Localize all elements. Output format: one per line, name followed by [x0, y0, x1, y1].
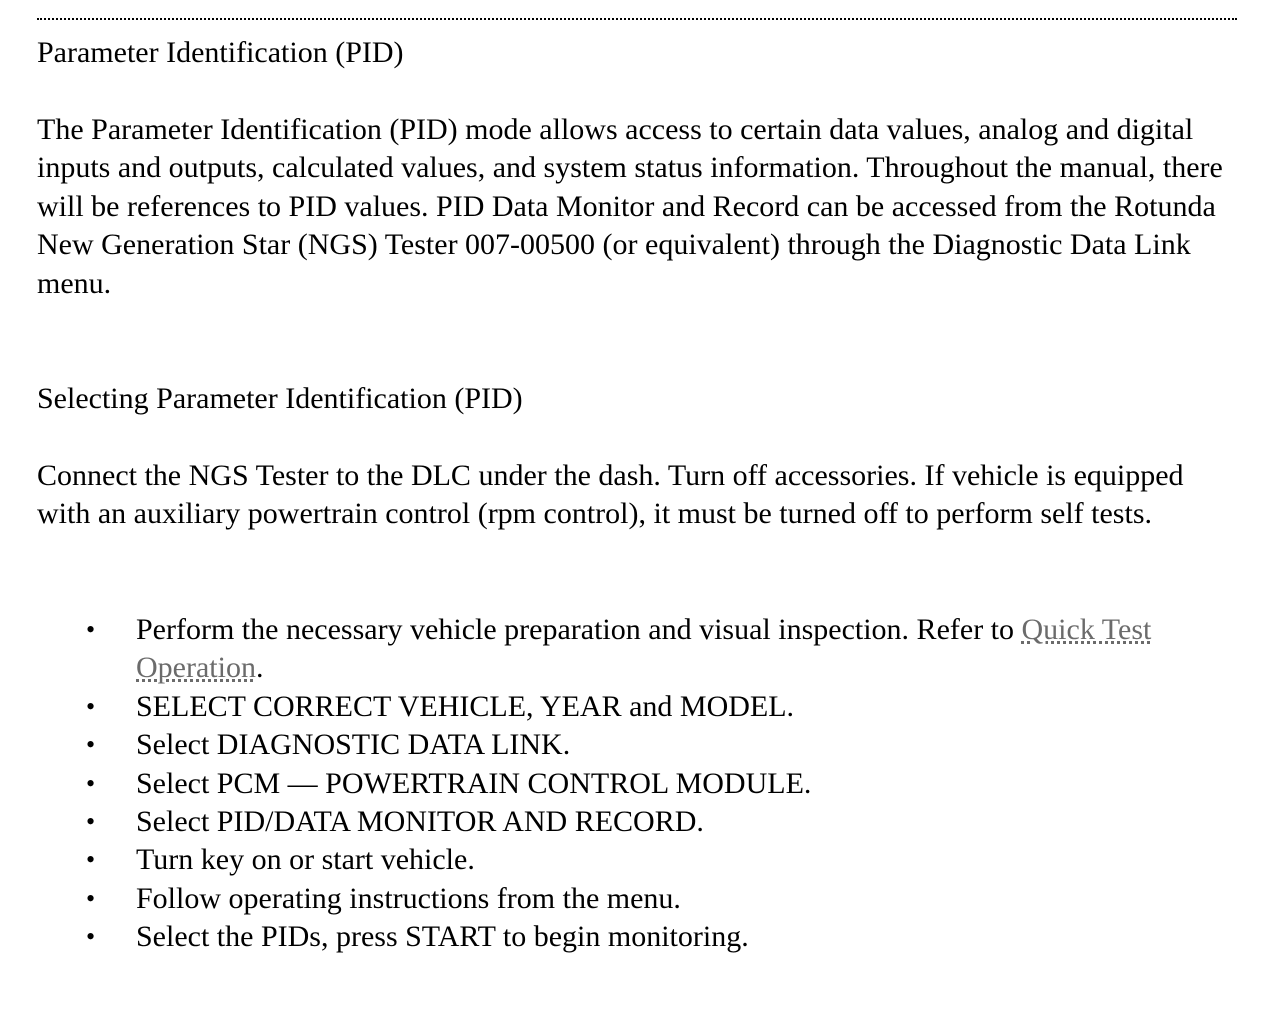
list-item [37, 880, 1216, 918]
bullet-icon: • [86, 768, 96, 798]
section-heading-pid: Parameter Identification (PID) [37, 36, 404, 69]
section-heading-selecting-pid: Selecting Parameter Identification (PID) [37, 382, 523, 415]
step-text: Select PCM — POWERTRAIN CONTROL MODULE. [136, 766, 812, 800]
list-item [37, 841, 1216, 879]
bullet-icon: • [86, 691, 96, 721]
bullet-icon: • [86, 730, 96, 760]
list-item [37, 688, 1216, 726]
bullet-icon: • [86, 883, 96, 913]
top-divider [37, 18, 1237, 20]
step-text: Perform the necessary vehicle preparation and visual inspection. Refer to [136, 613, 1022, 646]
step-text: Select PID/DATA MONITOR AND RECORD. [136, 805, 704, 839]
list-item [37, 918, 1216, 956]
procedure-steps-list [37, 611, 1237, 957]
bullet-icon: • [86, 922, 96, 952]
bullet-icon: • [86, 615, 96, 644]
list-item [37, 726, 1216, 764]
bullet-icon: • [86, 807, 96, 837]
list-item [37, 803, 1216, 841]
step-text: SELECT CORRECT VEHICLE, YEAR and MODEL. [136, 689, 795, 723]
list-item [37, 765, 1216, 803]
pid-description-paragraph: The Parameter Identification (PID) mode allows access to certain data values, analog and digital inputs and outputs, calculated values, and system status information. Throughout the manual, there will be references to PID values. PID Data Monitor and Record can be accessed from the Rotunda New Generation Star (NGS) Tester 007-00500 (or equivalent) through the Diagnostic Data Link menu. [37, 113, 1223, 300]
step-text: Follow operating instructions from the menu. [136, 881, 681, 915]
step-text-end: . [255, 651, 264, 685]
step-text: Select the PIDs, press START to begin monitoring. [136, 920, 749, 954]
step-text: Select DIAGNOSTIC DATA LINK. [136, 728, 571, 762]
bullet-icon: • [86, 845, 96, 875]
list-item [37, 611, 1216, 688]
connection-instructions-paragraph: Connect the NGS Tester to the DLC under the dash. Turn off accessories. If vehicle is equipped with an auxiliary powertrain control (rpm control), it must be turned off to perform self tests. [37, 459, 1184, 531]
quick-test-operation-link[interactable]: Quick Test Operation [136, 613, 1152, 685]
step-text: Turn key on or start vehicle. [136, 843, 475, 877]
